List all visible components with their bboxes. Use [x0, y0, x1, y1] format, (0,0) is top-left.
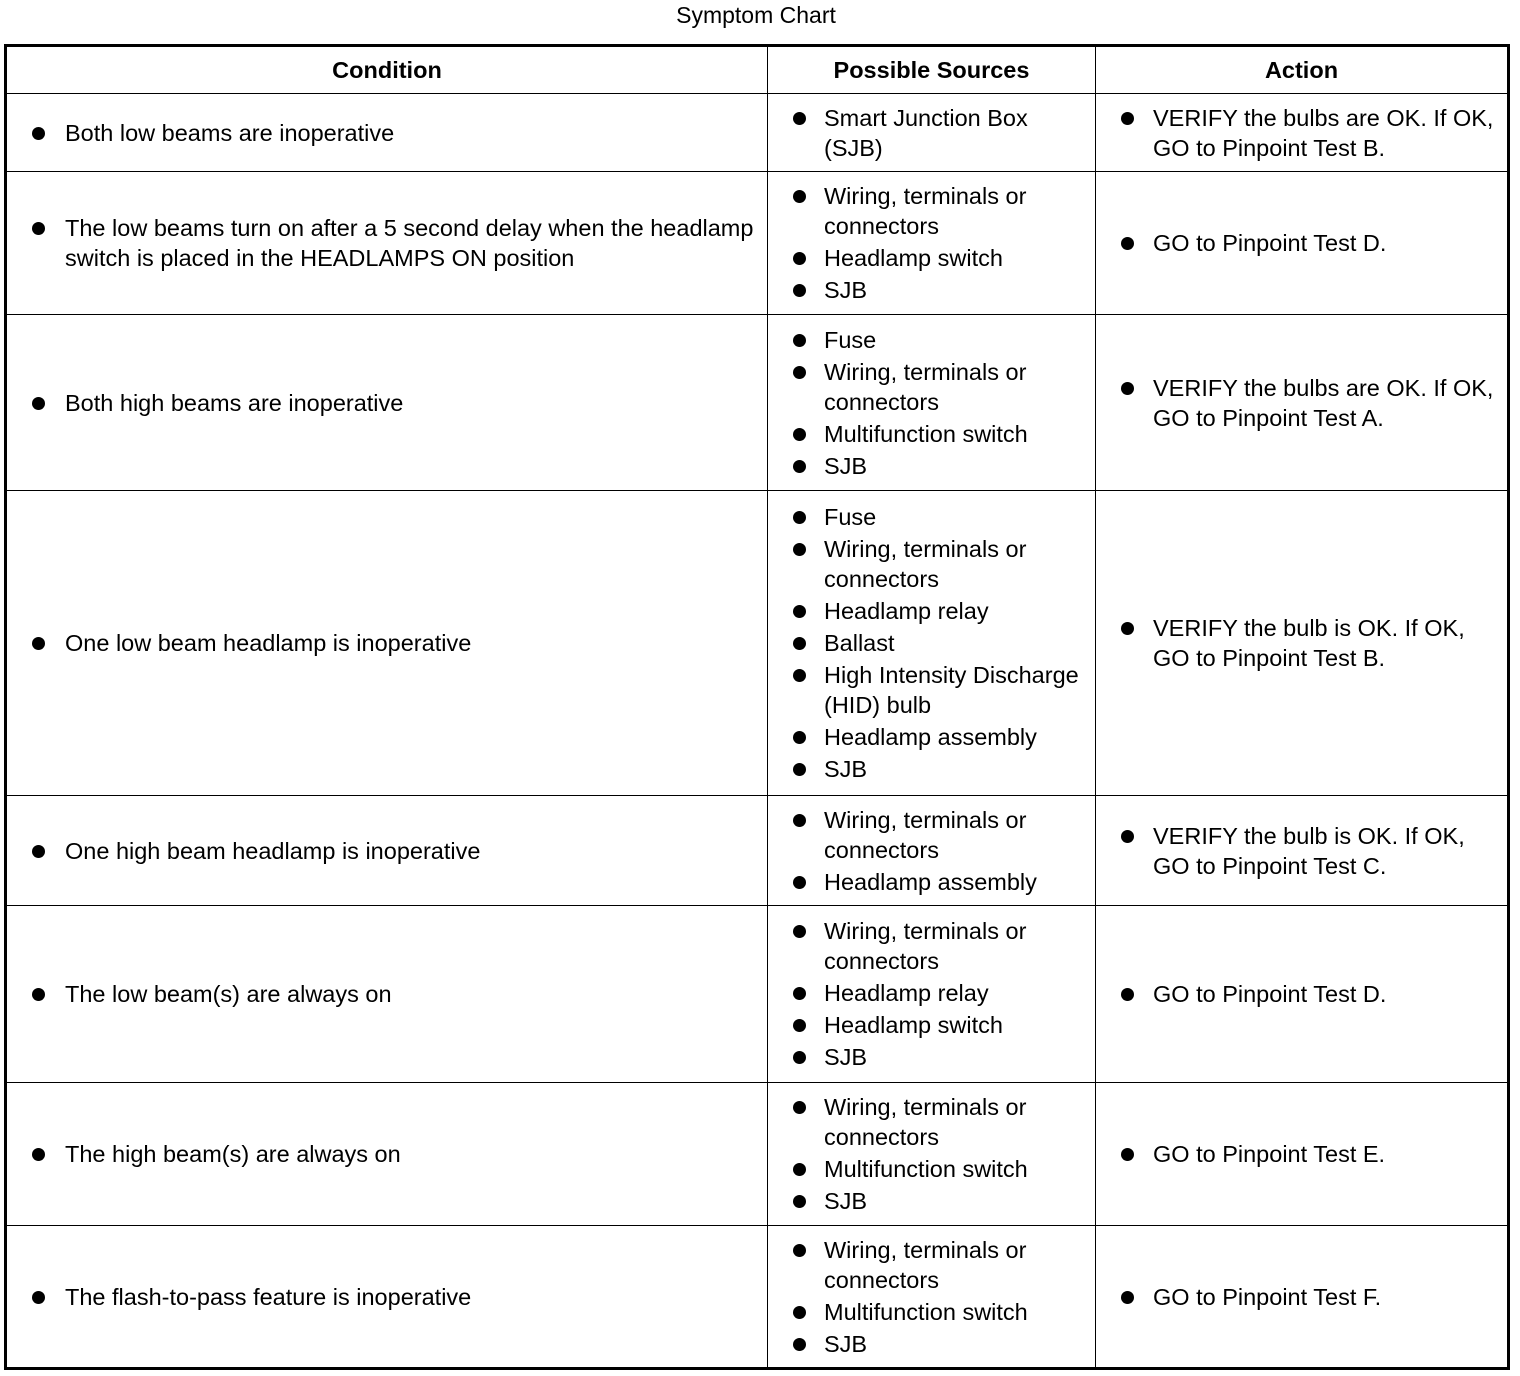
source-item: [768, 275, 1095, 305]
action-item: [1096, 1139, 1507, 1169]
source-text: SJB: [824, 1044, 868, 1070]
header-row: [6, 46, 1509, 94]
action-item: [1096, 979, 1507, 1009]
bullet-icon: [793, 763, 806, 776]
condition-item: [7, 836, 767, 866]
bullet-icon: [793, 284, 806, 297]
bullet-icon: [793, 366, 806, 379]
source-text: Headlamp relay: [824, 598, 989, 624]
condition-item: [7, 1282, 767, 1312]
bullet-icon: [1121, 1148, 1134, 1161]
action-item: [1096, 613, 1507, 673]
source-item: [768, 805, 1095, 865]
possible-sources-cell: [768, 1226, 1096, 1369]
condition-cell: [6, 315, 768, 491]
bullet-icon: [793, 112, 806, 125]
bullet-icon: [793, 876, 806, 889]
page-title: Symptom Chart: [676, 2, 836, 28]
bullet-icon: [793, 334, 806, 347]
bullet-icon: [793, 814, 806, 827]
source-text: Headlamp relay: [824, 980, 989, 1006]
bullet-icon: [793, 428, 806, 441]
bullet-icon: [793, 543, 806, 556]
action-cell: [1096, 1083, 1509, 1226]
action-cell: [1096, 172, 1509, 315]
possible-sources-cell: [768, 315, 1096, 491]
condition-text: The low beam(s) are always on: [65, 981, 392, 1007]
bullet-icon: [32, 127, 45, 140]
bullet-icon: [1121, 237, 1134, 250]
action-text: GO to Pinpoint Test E.: [1153, 1141, 1386, 1167]
condition-item: [7, 628, 767, 658]
column-header-condition: Condition: [6, 46, 768, 94]
source-text: Wiring, terminals or connectors: [824, 1236, 1027, 1293]
source-item: [768, 628, 1095, 658]
condition-cell: [6, 796, 768, 906]
source-item: [768, 534, 1095, 594]
bullet-icon: [32, 1291, 45, 1304]
action-cell: [1096, 491, 1509, 796]
bullet-icon: [793, 637, 806, 650]
action-text: VERIFY the bulbs are OK. If OK, GO to Pinpoint Test B.: [1153, 104, 1494, 161]
source-item: [768, 357, 1095, 417]
source-item: [768, 1092, 1095, 1152]
source-text: Headlamp switch: [824, 1012, 1003, 1038]
condition-cell: [6, 172, 768, 315]
action-item: [1096, 103, 1507, 163]
condition-item: [7, 118, 767, 148]
source-text: SJB: [824, 1188, 868, 1214]
source-item: [768, 722, 1095, 752]
source-text: Ballast: [824, 630, 895, 656]
source-text: Wiring, terminals or connectors: [824, 358, 1027, 415]
source-item: [768, 867, 1095, 897]
source-text: Fuse: [824, 504, 877, 530]
action-text: VERIFY the bulb is OK. If OK, GO to Pinpoint Test C.: [1153, 822, 1465, 879]
condition-text: The low beams turn on after a 5 second delay when the headlamp switch is placed in the HEADLAMPS ON position: [65, 215, 754, 271]
bullet-icon: [793, 190, 806, 203]
source-item: [768, 1297, 1095, 1327]
table-body: [6, 94, 1509, 1369]
bullet-icon: [1121, 382, 1134, 395]
bullet-icon: [1121, 1291, 1134, 1304]
bullet-icon: [793, 987, 806, 1000]
source-item: [768, 1329, 1095, 1359]
condition-cell: [6, 1083, 768, 1226]
bullet-icon: [793, 1101, 806, 1114]
source-text: Multifunction switch: [824, 420, 1028, 447]
source-item: [768, 1186, 1095, 1216]
action-text: VERIFY the bulbs are OK. If OK, GO to Pinpoint Test A.: [1153, 374, 1494, 431]
bullet-icon: [32, 397, 45, 410]
bullet-icon: [793, 731, 806, 744]
bullet-icon: [32, 845, 45, 858]
source-text: SJB: [824, 277, 868, 303]
action-cell: [1096, 94, 1509, 172]
source-item: [768, 754, 1095, 784]
bullet-icon: [793, 460, 806, 473]
table-row: [6, 94, 1509, 172]
column-header-action: Action: [1096, 46, 1509, 94]
condition-item: [7, 388, 767, 418]
source-item: [768, 181, 1095, 241]
source-text: Fuse: [824, 326, 877, 353]
source-text: Headlamp assembly: [824, 868, 1037, 895]
condition-item: [7, 213, 767, 273]
action-text: GO to Pinpoint Test D.: [1153, 230, 1387, 256]
source-text: Wiring, terminals or connectors: [824, 536, 1027, 592]
source-text: Wiring, terminals or connectors: [824, 806, 1027, 863]
table-row: [6, 315, 1509, 491]
action-text: GO to Pinpoint Test D.: [1153, 981, 1387, 1007]
source-item: [768, 596, 1095, 626]
source-text: Smart Junction Box (SJB): [824, 104, 1028, 161]
bullet-icon: [793, 605, 806, 618]
bullet-icon: [793, 669, 806, 682]
condition-item: [7, 1139, 767, 1169]
source-item: [768, 243, 1095, 273]
bullet-icon: [32, 637, 45, 650]
condition-text: The flash-to-pass feature is inoperative: [65, 1283, 472, 1310]
action-text: GO to Pinpoint Test F.: [1153, 1283, 1382, 1310]
source-text: Headlamp switch: [824, 245, 1003, 271]
source-item: [768, 1154, 1095, 1184]
action-item: [1096, 821, 1507, 881]
possible-sources-cell: [768, 1083, 1096, 1226]
possible-sources-cell: [768, 906, 1096, 1083]
action-cell: [1096, 796, 1509, 906]
table-row: [6, 172, 1509, 315]
source-text: SJB: [824, 756, 868, 782]
action-item: [1096, 228, 1507, 258]
source-item: [768, 1235, 1095, 1295]
bullet-icon: [793, 1051, 806, 1064]
table-row: [6, 796, 1509, 906]
source-item: [768, 916, 1095, 976]
source-text: Wiring, terminals or connectors: [824, 183, 1027, 239]
bullet-icon: [793, 1195, 806, 1208]
table-row: [6, 1083, 1509, 1226]
possible-sources-cell: [768, 94, 1096, 172]
table-row: [6, 1226, 1509, 1369]
source-text: Multifunction switch: [824, 1298, 1028, 1325]
source-text: Wiring, terminals or connectors: [824, 918, 1027, 974]
source-text: High Intensity Discharge (HID) bulb: [824, 662, 1079, 718]
source-text: Multifunction switch: [824, 1156, 1028, 1182]
action-cell: [1096, 1226, 1509, 1369]
source-text: SJB: [824, 1330, 868, 1357]
source-item: [768, 978, 1095, 1008]
condition-cell: [6, 94, 768, 172]
source-text: Headlamp assembly: [824, 724, 1037, 750]
bullet-icon: [1121, 112, 1134, 125]
action-item: [1096, 373, 1507, 433]
condition-cell: [6, 491, 768, 796]
bullet-icon: [793, 1338, 806, 1351]
table-row: [6, 906, 1509, 1083]
action-cell: [1096, 315, 1509, 491]
bullet-icon: [1121, 622, 1134, 635]
condition-text: One low beam headlamp is inoperative: [65, 630, 472, 656]
action-cell: [1096, 906, 1509, 1083]
source-text: SJB: [824, 452, 868, 479]
bullet-icon: [793, 1306, 806, 1319]
table-row: [6, 491, 1509, 796]
source-item: [768, 502, 1095, 532]
condition-cell: [6, 906, 768, 1083]
source-item: [768, 325, 1095, 355]
possible-sources-cell: [768, 172, 1096, 315]
bullet-icon: [793, 1244, 806, 1257]
bullet-icon: [1121, 830, 1134, 843]
source-item: [768, 1010, 1095, 1040]
condition-item: [7, 979, 767, 1009]
condition-text: Both high beams are inoperative: [65, 389, 404, 416]
condition-text: Both low beams are inoperative: [65, 119, 395, 146]
column-header-possible-sources: Possible Sources: [768, 46, 1096, 94]
bullet-icon: [1121, 988, 1134, 1001]
condition-cell: [6, 1226, 768, 1369]
possible-sources-cell: [768, 796, 1096, 906]
condition-text: The high beam(s) are always on: [65, 1141, 401, 1167]
possible-sources-cell: [768, 491, 1096, 796]
symptom-table: [4, 44, 1510, 1370]
bullet-icon: [793, 511, 806, 524]
bullet-icon: [793, 252, 806, 265]
source-item: [768, 660, 1095, 720]
action-item: [1096, 1282, 1507, 1312]
source-item: [768, 419, 1095, 449]
bullet-icon: [32, 1148, 45, 1161]
action-text: VERIFY the bulb is OK. If OK, GO to Pinpoint Test B.: [1153, 615, 1465, 671]
condition-text: One high beam headlamp is inoperative: [65, 837, 481, 864]
source-item: [768, 1042, 1095, 1072]
bullet-icon: [793, 1163, 806, 1176]
source-item: [768, 451, 1095, 481]
bullet-icon: [793, 925, 806, 938]
bullet-icon: [32, 988, 45, 1001]
bullet-icon: [793, 1019, 806, 1032]
source-item: [768, 103, 1095, 163]
source-text: Wiring, terminals or connectors: [824, 1094, 1027, 1150]
bullet-icon: [32, 222, 45, 235]
